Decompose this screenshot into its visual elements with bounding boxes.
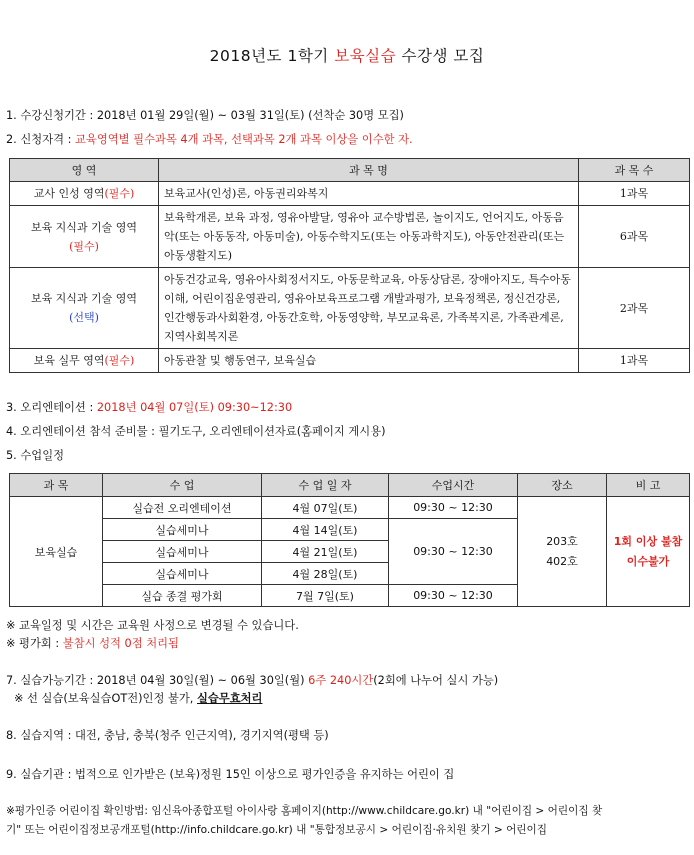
item-region: 8. 실습지역 : 대전, 충남, 충북(청주 인근지역), 경기지역(평택 등) xyxy=(6,729,329,742)
page-title: 2018년도 1학기 보육실습 수강생 모집 xyxy=(209,47,485,65)
table-row: 실습세미나 4월 21일(토) xyxy=(10,541,690,563)
table-row: 실습세미나 4월 14일(토) 09:30 ~ 12:30 xyxy=(10,519,690,541)
table-row: 보육실습 실습전 오리엔테이션 4월 07일(토) 09:30 ~ 12:30 203호 402호 1회 이상 불참 이수불가 xyxy=(10,497,690,519)
schedule-table-header: 과 목 수 업 수 업 일 자 수업시간 장소 비 고 xyxy=(10,474,690,497)
course-table xyxy=(9,158,690,373)
item-practice-note: ※ 선 실습(보육실습OT전)인정 불가, 실습무효처리 xyxy=(14,692,263,705)
footnote-line-1: ※평가인증 어린이집 확인방법: 임신육아종합포털 아이사랑 홈페이지(http://www.childcare.go.kr) 내 "어린이집 > 어린이집 찾 xyxy=(6,805,603,817)
item-application-period: 1. 수강신청기간 : 2018년 01월 29일(월) ~ 03월 31일(토) (선착순 30명 모집) xyxy=(6,109,404,122)
table-row: 실습 종결 평가회 7월 7일(토) 09:30 ~ 12:30 xyxy=(10,585,690,607)
footnote-line-2: 기" 또는 어린이집정보공개포털(http://info.childcare.go.kr) 내 "통합정보공시 > 어린이집·유치원 찾기 > 어린이집 xyxy=(6,824,547,836)
table-row: 보육 지식과 기술 영역 (필수) 보육학개론, 보육 과정, 영유아발달, 영유아 교수방법론, 놀이지도, 언어지도, 아동음악(또는 아동동작, 아동미술), 아동수학지도(또는 아동과학지도), 아동안전관리(또는 아동생활지도) 6과목 xyxy=(10,206,690,268)
note-evaluation: ※ 평가회 : 불참시 성적 0점 처리됨 xyxy=(6,637,179,650)
table-row: 보육 지식과 기술 영역 (선택) 아동건강교육, 영유아사회정서지도, 아동문학교육, 아동상담론, 장애아지도, 특수아동이해, 어린이집운영관리, 영유아보육프로그램 개발과평가, 보육정책론, 정신건강론, 인간행동과사회환경, 아동간호학, 아동영양학, 부모교육론, 가족복지론, 가족관계론, 지역사회복지론 2과목 xyxy=(10,268,690,349)
item-practice-period: 7. 실습가능기간 : 2018년 04월 30일(월) ~ 06월 30일(월) 6주 240시간(2회에 나누어 실시 가능) xyxy=(6,674,499,687)
table-row: 보육 실무 영역(필수) 아동관찰 및 행동연구, 보육실습 1과목 xyxy=(10,349,690,373)
note-schedule-change: ※ 교육일정 및 시간은 교육원 사정으로 변경될 수 있습니다. xyxy=(6,619,299,632)
item-orientation: 3. 오리엔테이션 : 2018년 04월 07일(토) 09:30~12:30 xyxy=(6,401,293,414)
table-row: 교사 인성 영역(필수) 보육교사(인성)론, 아동권리와복지 1과목 xyxy=(10,182,690,206)
schedule-table xyxy=(9,473,690,607)
item-schedule-heading: 5. 수업일정 xyxy=(6,449,65,462)
item-eligibility: 2. 신청자격 : 교육영역별 필수과목 4개 과목, 선택과목 2개 과목 이상을 이수한 자. xyxy=(6,133,413,146)
item-institution: 9. 실습기관 : 법적으로 인가받은 (보육)정원 15인 이상으로 평가인증을 유지하는 어린이 집 xyxy=(6,768,455,781)
course-table-header: 영 역 과 목 명 과 목 수 xyxy=(10,159,690,182)
table-row: 실습세미나 4월 28일(토) xyxy=(10,563,690,585)
item-materials: 4. 오리엔테이션 참석 준비물 : 필기도구, 오리엔테이션자료(홈페이지 게시용) xyxy=(6,425,386,438)
